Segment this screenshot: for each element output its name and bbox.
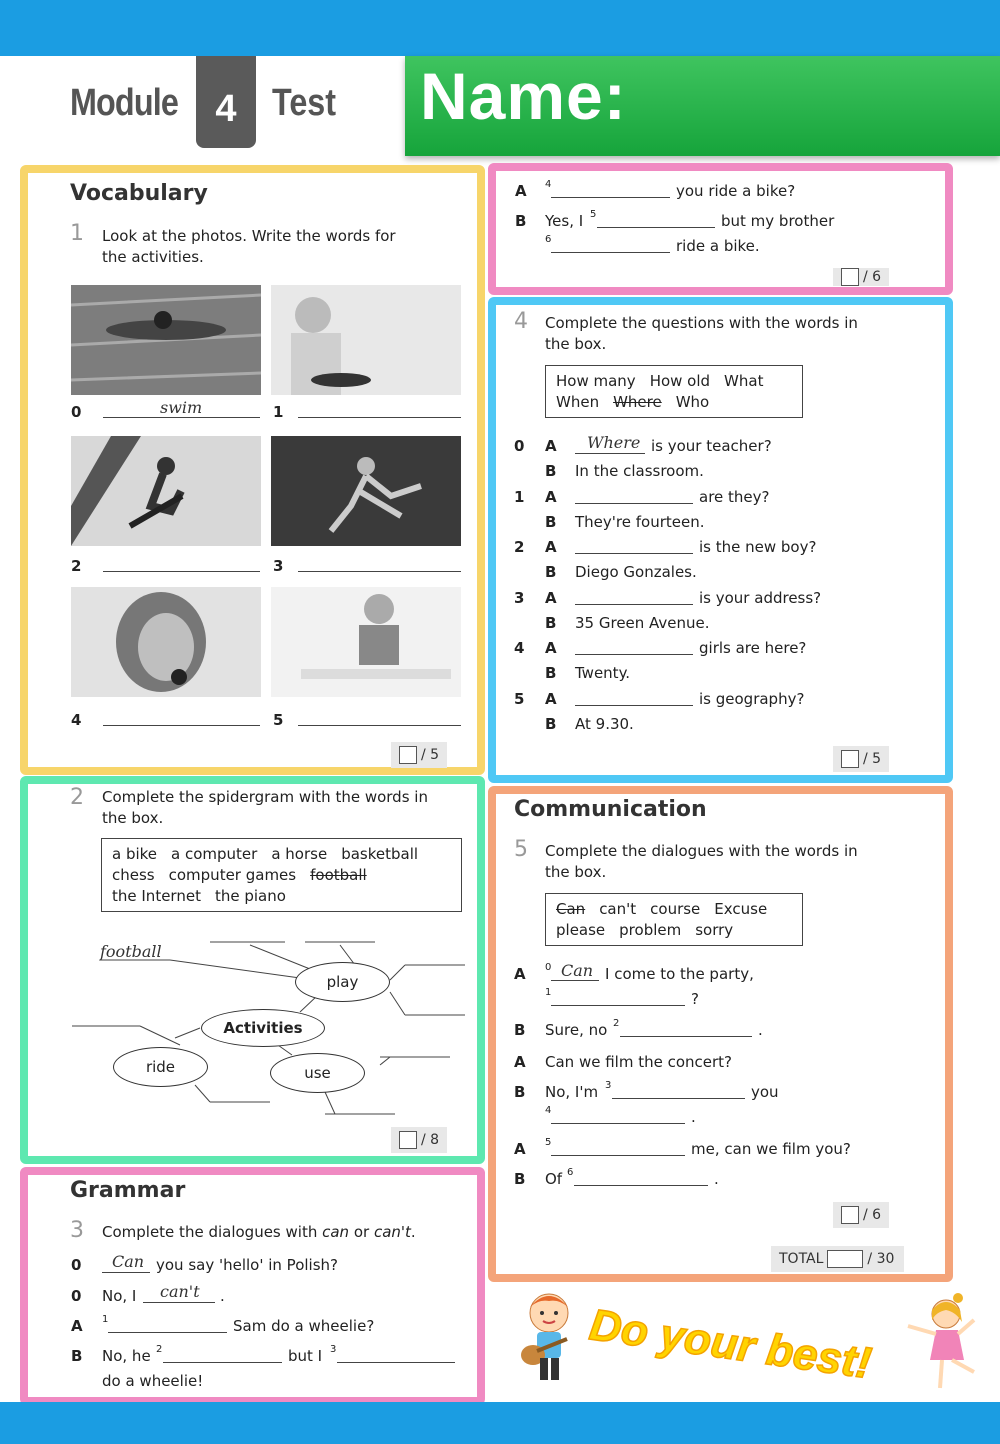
ex3-instruction: Complete the dialogues with can or can't. — [102, 1223, 416, 1241]
superscript: 6 — [545, 234, 552, 245]
ex2-word-box — [101, 838, 462, 912]
ex5-answer-0: Can — [561, 961, 594, 980]
ex1-instruction: Look at the photos. Write the words for the activities. — [102, 227, 396, 266]
ex4-question: is your address? — [699, 589, 822, 607]
ex5-text: Of — [545, 1170, 563, 1188]
ex5-label: B — [514, 1021, 526, 1039]
total-label: TOTAL — [779, 1251, 824, 1267]
ex1-score — [391, 742, 447, 768]
word: computer games — [168, 866, 297, 884]
word: please — [556, 921, 606, 939]
ex4-a-label: A — [545, 690, 557, 708]
bottom-band — [0, 1402, 1000, 1444]
answer-line — [551, 980, 599, 981]
ex4-number: 4 — [514, 309, 528, 334]
ex1-line-2[interactable] — [103, 571, 260, 572]
ex5-label: B — [514, 1083, 526, 1101]
ex5-line-1[interactable] — [551, 1005, 685, 1006]
ex3-line-4[interactable] — [551, 197, 670, 198]
total-score-text: / 30 — [867, 1251, 895, 1267]
ex4-num: 4 — [514, 639, 525, 657]
node-activities: Activities — [201, 1009, 325, 1047]
ex5-text: No, I'm — [545, 1083, 599, 1101]
ex3-text: . — [220, 1287, 225, 1305]
ex4-num: 0 — [514, 437, 525, 455]
ex5-score — [833, 1202, 889, 1228]
ex3-label: B — [515, 212, 527, 230]
vocabulary-title: Vocabulary — [70, 181, 208, 206]
ex5-text: I come to the party, — [605, 965, 754, 983]
word: How many — [556, 372, 636, 390]
ex4-question: is geography? — [699, 690, 805, 708]
test-label: Test — [272, 82, 337, 124]
ex5-label: A — [514, 1053, 526, 1071]
ex2-instruction: Complete the spidergram with the words in the box. — [102, 788, 428, 827]
word-struck: Where — [613, 393, 662, 411]
superscript: 1 — [545, 987, 552, 998]
ex3-label: B — [71, 1347, 83, 1365]
word: Excuse — [714, 900, 768, 918]
ex5-word-box — [545, 893, 803, 946]
ex1-line-5[interactable] — [298, 725, 461, 726]
ex4-reply: In the classroom. — [575, 462, 704, 480]
spidergram-example: football — [100, 942, 162, 961]
ex4-question: is your teacher? — [651, 437, 772, 455]
ex4-reply: Diego Gonzales. — [575, 563, 697, 581]
ex1-num-3: 3 — [273, 557, 284, 575]
ex5-text: Sure, no — [545, 1021, 608, 1039]
superscript: 2 — [156, 1344, 163, 1355]
grammar-title: Grammar — [70, 1178, 186, 1203]
superscript: 1 — [102, 1314, 109, 1325]
word-struck: Can — [556, 900, 586, 918]
ex5-line-3[interactable] — [612, 1098, 745, 1099]
answer-line — [143, 1302, 215, 1303]
ex5-label: B — [514, 1170, 526, 1188]
ex4-b-label: B — [545, 513, 557, 531]
ex5-instruction: Complete the dialogues with the words in the box. — [545, 842, 858, 881]
word: chess — [112, 866, 155, 884]
ex1-number: 1 — [70, 221, 84, 246]
ex1-answer-0: swim — [160, 398, 203, 417]
word: the Internet — [112, 887, 201, 905]
ex3-text: but I — [288, 1347, 323, 1365]
module-number: 4 — [196, 56, 256, 148]
ex3-text: ride a bike. — [676, 237, 760, 255]
ex3-label: A — [515, 182, 527, 200]
superscript: 0 — [545, 962, 552, 973]
ex4-reply: They're fourteen. — [575, 513, 705, 531]
ex4-b-label: B — [545, 462, 557, 480]
score-box[interactable] — [841, 268, 859, 286]
ex5-text: . — [758, 1021, 763, 1039]
score-box[interactable] — [841, 1206, 859, 1224]
ex5-line-4[interactable] — [551, 1123, 685, 1124]
girl-dancing-icon — [900, 1290, 980, 1392]
ex1-line-4[interactable] — [103, 725, 260, 726]
ex4-b-label: B — [545, 614, 557, 632]
answer-line — [102, 1272, 150, 1273]
swimmer-photo — [71, 285, 261, 395]
name-label: Name: — [420, 59, 627, 133]
ex4-score-text: / 5 — [863, 751, 882, 767]
ex2-number: 2 — [70, 785, 84, 810]
superscript: 4 — [545, 1105, 552, 1116]
ex3-text: No, he — [102, 1347, 151, 1365]
word: a computer — [171, 845, 258, 863]
ex4-line-3[interactable] — [575, 604, 693, 605]
ex3-text: you ride a bike? — [676, 182, 796, 200]
superscript: 3 — [605, 1080, 612, 1091]
ex5-score-text: / 6 — [863, 1207, 882, 1223]
ex4-num: 3 — [514, 589, 525, 607]
ex3-text: but my brother — [721, 212, 835, 230]
ex4-question: is the new boy? — [699, 538, 817, 556]
score-box[interactable] — [399, 1131, 417, 1149]
ex4-a-label: A — [545, 589, 557, 607]
ex3-label: A — [71, 1317, 83, 1335]
ex4-reply: At 9.30. — [575, 715, 634, 733]
ex1-num-2: 2 — [71, 557, 82, 575]
ex3-text: you say 'hello' in Polish? — [156, 1256, 338, 1274]
ex4-question: girls are here? — [699, 639, 807, 657]
ex5-number: 5 — [514, 837, 528, 862]
drawing-photo — [271, 587, 461, 697]
ex1-line-0[interactable] — [103, 417, 260, 418]
ex3-label: 0 — [71, 1256, 82, 1274]
ex4-word-box — [545, 365, 803, 418]
ex1-line-1[interactable] — [298, 417, 461, 418]
ex4-reply: 35 Green Avenue. — [575, 614, 710, 632]
ex3-score — [833, 268, 889, 286]
ex3-text: Yes, I — [545, 212, 584, 230]
word: a bike — [112, 845, 158, 863]
superscript: 6 — [567, 1167, 574, 1178]
ex3-text: do a wheelie! — [102, 1372, 204, 1390]
ex3-text: Sam do a wheelie? — [233, 1317, 375, 1335]
superscript: 5 — [590, 209, 597, 220]
ex1-num-4: 4 — [71, 711, 82, 729]
ex3-line-1[interactable] — [108, 1332, 227, 1333]
ex5-text: . — [714, 1170, 719, 1188]
ex2-score-text: / 8 — [421, 1132, 440, 1148]
ex4-b-label: B — [545, 715, 557, 733]
ex3-answer-0b: can't — [160, 1282, 200, 1301]
ex5-text: Can we film the concert? — [545, 1053, 733, 1071]
dancer-photo — [271, 436, 461, 546]
ex5-label: A — [514, 1140, 526, 1158]
ex4-line-2[interactable] — [575, 553, 693, 554]
ex4-num: 2 — [514, 538, 525, 556]
word: can't — [599, 900, 637, 918]
ex3-line-6[interactable] — [551, 252, 670, 253]
ex4-reply: Twenty. — [575, 664, 631, 682]
ex4-question: are they? — [699, 488, 770, 506]
ex4-a-label: A — [545, 639, 557, 657]
skateboard-photo — [71, 436, 261, 546]
ex4-line-5[interactable] — [575, 705, 693, 706]
ex5-text: you — [751, 1083, 779, 1101]
superscript: 3 — [330, 1344, 337, 1355]
ex5-text: ? — [691, 990, 699, 1008]
motto: Do your best! — [586, 1300, 875, 1389]
ex3-line-3[interactable] — [337, 1362, 455, 1363]
ex5-line-5[interactable] — [551, 1155, 685, 1156]
ex3-label: 0 — [71, 1287, 82, 1305]
word: How old — [649, 372, 711, 390]
word: a horse — [271, 845, 328, 863]
score-box[interactable] — [841, 750, 859, 768]
ex1-score-text: / 5 — [421, 747, 440, 763]
total-score — [771, 1246, 904, 1272]
word: course — [650, 900, 701, 918]
communication-title: Communication — [514, 797, 707, 822]
word: What — [724, 372, 764, 390]
node-ride: ride — [113, 1047, 208, 1087]
ex3-text: No, I — [102, 1287, 137, 1305]
singing-photo — [71, 587, 261, 697]
ex3-score-text: / 6 — [863, 269, 882, 285]
ex4-num: 5 — [514, 690, 525, 708]
answer-line — [575, 453, 645, 454]
score-box[interactable] — [399, 746, 417, 764]
ex4-instruction: Complete the questions with the words in the box. — [545, 314, 858, 353]
module-label: Module — [70, 82, 178, 124]
ex4-b-label: B — [545, 664, 557, 682]
ex4-score — [833, 746, 889, 772]
cooking-photo — [271, 285, 461, 395]
ex4-num: 1 — [514, 488, 525, 506]
word: problem — [619, 921, 682, 939]
superscript: 2 — [613, 1018, 620, 1029]
superscript: 5 — [545, 1137, 552, 1148]
ex4-a-label: A — [545, 488, 557, 506]
ex3-answer-0a: Can — [112, 1252, 145, 1271]
ex5-line-6[interactable] — [574, 1185, 708, 1186]
ex4-answer: Where — [587, 433, 641, 452]
ex4-a-label: A — [545, 538, 557, 556]
ex4-b-label: B — [545, 563, 557, 581]
word: When — [556, 393, 600, 411]
word: Who — [675, 393, 710, 411]
ex1-line-3[interactable] — [298, 571, 461, 572]
ex3-line-5[interactable] — [597, 227, 715, 228]
ex5-line-2[interactable] — [620, 1036, 752, 1037]
word: basketball — [341, 845, 419, 863]
ex5-text: . — [691, 1108, 696, 1126]
word-struck: football — [310, 866, 367, 884]
ex1-num-5: 5 — [273, 711, 284, 729]
ex4-a-label: A — [545, 437, 557, 455]
ex5-text: me, can we film you? — [691, 1140, 851, 1158]
ex5-label: A — [514, 965, 526, 983]
ex1-num-1: 1 — [273, 403, 284, 421]
word: the piano — [214, 887, 286, 905]
word: sorry — [695, 921, 734, 939]
ex4-line-4[interactable] — [575, 654, 693, 655]
node-play: play — [295, 962, 390, 1002]
ex3-number: 3 — [70, 1218, 84, 1243]
node-use: use — [270, 1053, 365, 1093]
ex4-line-1[interactable] — [575, 503, 693, 504]
boy-guitar-icon — [515, 1285, 585, 1390]
ex2-score — [391, 1127, 447, 1153]
ex1-num-0: 0 — [71, 403, 82, 421]
total-box[interactable] — [827, 1250, 863, 1268]
top-band — [0, 0, 1000, 56]
ex3-line-2[interactable] — [163, 1362, 282, 1363]
superscript: 4 — [545, 179, 552, 190]
